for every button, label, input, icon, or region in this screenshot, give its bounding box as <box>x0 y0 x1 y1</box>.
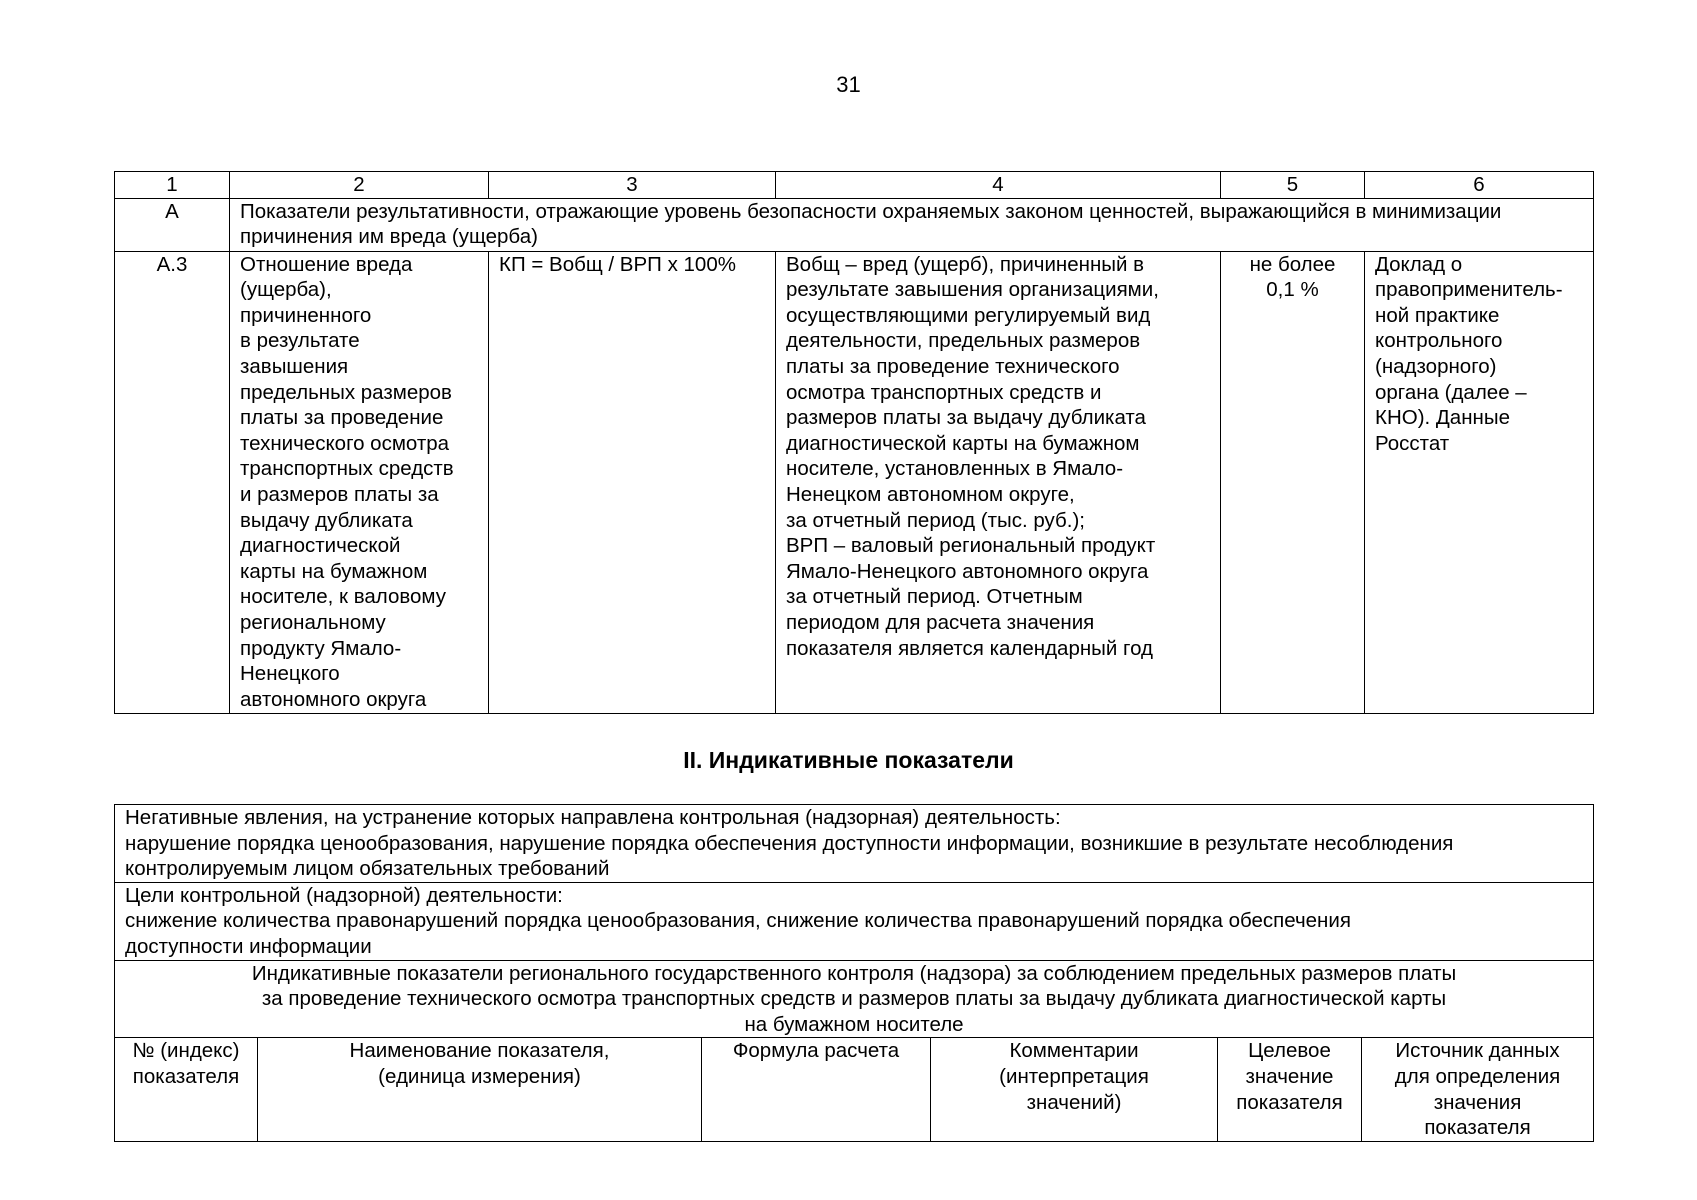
text-line: значения <box>1433 1090 1522 1114</box>
text-line: 0,1 % <box>1266 278 1319 302</box>
text-line: Целевое <box>1248 1039 1331 1063</box>
text-line: контрольного <box>1375 329 1503 353</box>
text-line: технического осмотра <box>240 431 450 455</box>
text-line: транспортных средств <box>240 457 454 481</box>
text-line: предельных размеров <box>240 380 452 404</box>
indicator-comment <box>776 251 1221 713</box>
column-number-1: 1 <box>115 172 230 199</box>
text-line: показателя является календарный год <box>786 636 1153 660</box>
text-line: значение <box>1245 1064 1334 1088</box>
text-line: Ненецкого <box>240 662 340 686</box>
text-line: носителе, к валовому <box>240 585 447 609</box>
text-line: Комментарии <box>1009 1039 1139 1063</box>
table-row <box>115 805 1594 883</box>
column-number-4: 4 <box>776 172 1221 199</box>
target-value <box>1221 251 1365 713</box>
negative-phenomena-cell <box>115 805 1594 883</box>
text-line: нарушение порядка ценообразования, нарушение порядка обеспечения доступности информации, возникшие в результате несоблюдения <box>125 831 1454 855</box>
column-header-comments <box>931 1038 1218 1141</box>
column-header-source <box>1362 1038 1594 1141</box>
text-line: выдачу дубликата <box>240 508 413 532</box>
text-line: контролируемым лицом обязательных требований <box>125 857 610 881</box>
text-line: осуществляющими регулируемый вид <box>786 303 1151 327</box>
column-header-name <box>258 1038 702 1141</box>
text-line: КНО). Данные <box>1375 406 1510 430</box>
table-row <box>115 251 1594 713</box>
text-line: завышения <box>240 354 349 378</box>
column-number-6: 6 <box>1365 172 1594 199</box>
text-line: Негативные явления, на устранение которых направлена контрольная (надзорная) деятельность: <box>125 806 1061 829</box>
results-indicators-table <box>114 171 1594 714</box>
indicator-name <box>230 251 489 713</box>
row-index: А.3 <box>115 251 230 713</box>
text-line: Отношение вреда <box>240 252 413 276</box>
text-line: значений) <box>1026 1090 1122 1114</box>
text-line: Ямало-Ненецкого автономного округа <box>786 559 1149 583</box>
text-line: за проведение технического осмотра транспортных средств и размеров платы за выдачу дубликата диагностической карты <box>261 987 1447 1011</box>
text-line: правоприменитель- <box>1375 278 1563 302</box>
text-line: Росстат <box>1375 431 1450 455</box>
text-line: (интерпретация <box>999 1064 1149 1088</box>
text-line: платы за проведение технического <box>786 354 1120 378</box>
data-source <box>1365 251 1594 713</box>
text-line: Формула расчета <box>732 1039 900 1063</box>
page-number: 31 <box>836 72 861 97</box>
text-line: Вобщ – вред (ущерб), причиненный в <box>786 252 1145 276</box>
text-line: за отчетный период (тыс. руб.); <box>786 508 1085 532</box>
column-number-3: 3 <box>489 172 776 199</box>
text-line: размеров платы за выдачу дубликата <box>786 406 1146 430</box>
table-row <box>115 960 1594 1038</box>
text-line: продукту Ямало- <box>240 636 402 660</box>
text-line: Индикативные показатели регионального государственного контроля (надзора) за соблюдением предельных размеров платы <box>251 961 1457 985</box>
text-line: № (индекс) <box>132 1039 240 1063</box>
text-line: Доклад о <box>1375 252 1463 276</box>
text-line: деятельности, предельных размеров <box>786 329 1141 353</box>
text-line: органа (далее – <box>1375 380 1527 404</box>
section-heading: II. Индикативные показатели <box>683 747 1014 773</box>
text-line: диагностической <box>240 534 401 558</box>
text-line: диагностической карты на бумажном <box>786 431 1140 455</box>
text-line: на бумажном носителе <box>744 1012 964 1036</box>
goals-cell <box>115 882 1594 960</box>
column-header-formula <box>702 1038 931 1141</box>
text-line: в результате <box>240 329 360 353</box>
text-line: карты на бумажном <box>240 559 428 583</box>
text-line: (единица измерения) <box>378 1064 581 1088</box>
row-index: А <box>115 198 230 251</box>
text-line: осмотра транспортных средств и <box>786 380 1102 404</box>
text-line: автономного округа <box>240 687 427 711</box>
column-number-5: 5 <box>1221 172 1365 199</box>
group-description: Показатели результативности, отражающие уровень безопасности охраняемых законом ценностей, выражающийся в минимизации причинения им вреда (ущерба) <box>230 198 1594 251</box>
text-line: Цели контрольной (надзорной) деятельности: <box>125 883 563 907</box>
table-header-row <box>115 1038 1594 1141</box>
text-line: платы за проведение <box>240 406 444 430</box>
text-line: причиненного <box>240 303 372 327</box>
text-line: региональному <box>240 610 386 634</box>
text-line: (надзорного) <box>1375 354 1497 378</box>
text-line: периодом для расчета значения <box>786 610 1095 634</box>
text-line: ной практике <box>1375 303 1500 327</box>
column-header-target <box>1218 1038 1362 1141</box>
text-line: Источник данных <box>1395 1039 1560 1063</box>
indicative-indicators-table <box>114 804 1594 1142</box>
text-line: доступности информации <box>125 934 372 958</box>
text-line: показателя <box>132 1064 240 1088</box>
text-line: и размеров платы за <box>240 482 439 506</box>
text-line: показателя <box>1236 1090 1343 1114</box>
column-header-index <box>115 1038 258 1141</box>
table-row <box>115 198 1594 251</box>
indicators-title-cell <box>115 960 1594 1038</box>
text-line: носителе, установленных в Ямало- <box>786 457 1124 481</box>
text-line: результате завышения организациями, <box>786 278 1159 302</box>
table-header-row <box>115 172 1594 199</box>
text-line: для определения <box>1394 1064 1561 1088</box>
calculation-formula: КП = Вобщ / ВРП х 100% <box>489 251 776 713</box>
text-line: снижение количества правонарушений порядка ценообразования, снижение количества правонарушений порядка обеспечения <box>125 909 1351 933</box>
text-line: за отчетный период. Отчетным <box>786 585 1083 609</box>
text-line: ВРП – валовый региональный продукт <box>786 534 1156 558</box>
table-row <box>115 882 1594 960</box>
text-line: Наименование показателя, <box>349 1039 610 1063</box>
text-line: Ненецком автономном округе, <box>786 482 1075 506</box>
text-line: (ущерба), <box>240 278 332 302</box>
column-number-2: 2 <box>230 172 489 199</box>
text-line: не более <box>1249 252 1336 276</box>
text-line: показателя <box>1424 1116 1531 1140</box>
